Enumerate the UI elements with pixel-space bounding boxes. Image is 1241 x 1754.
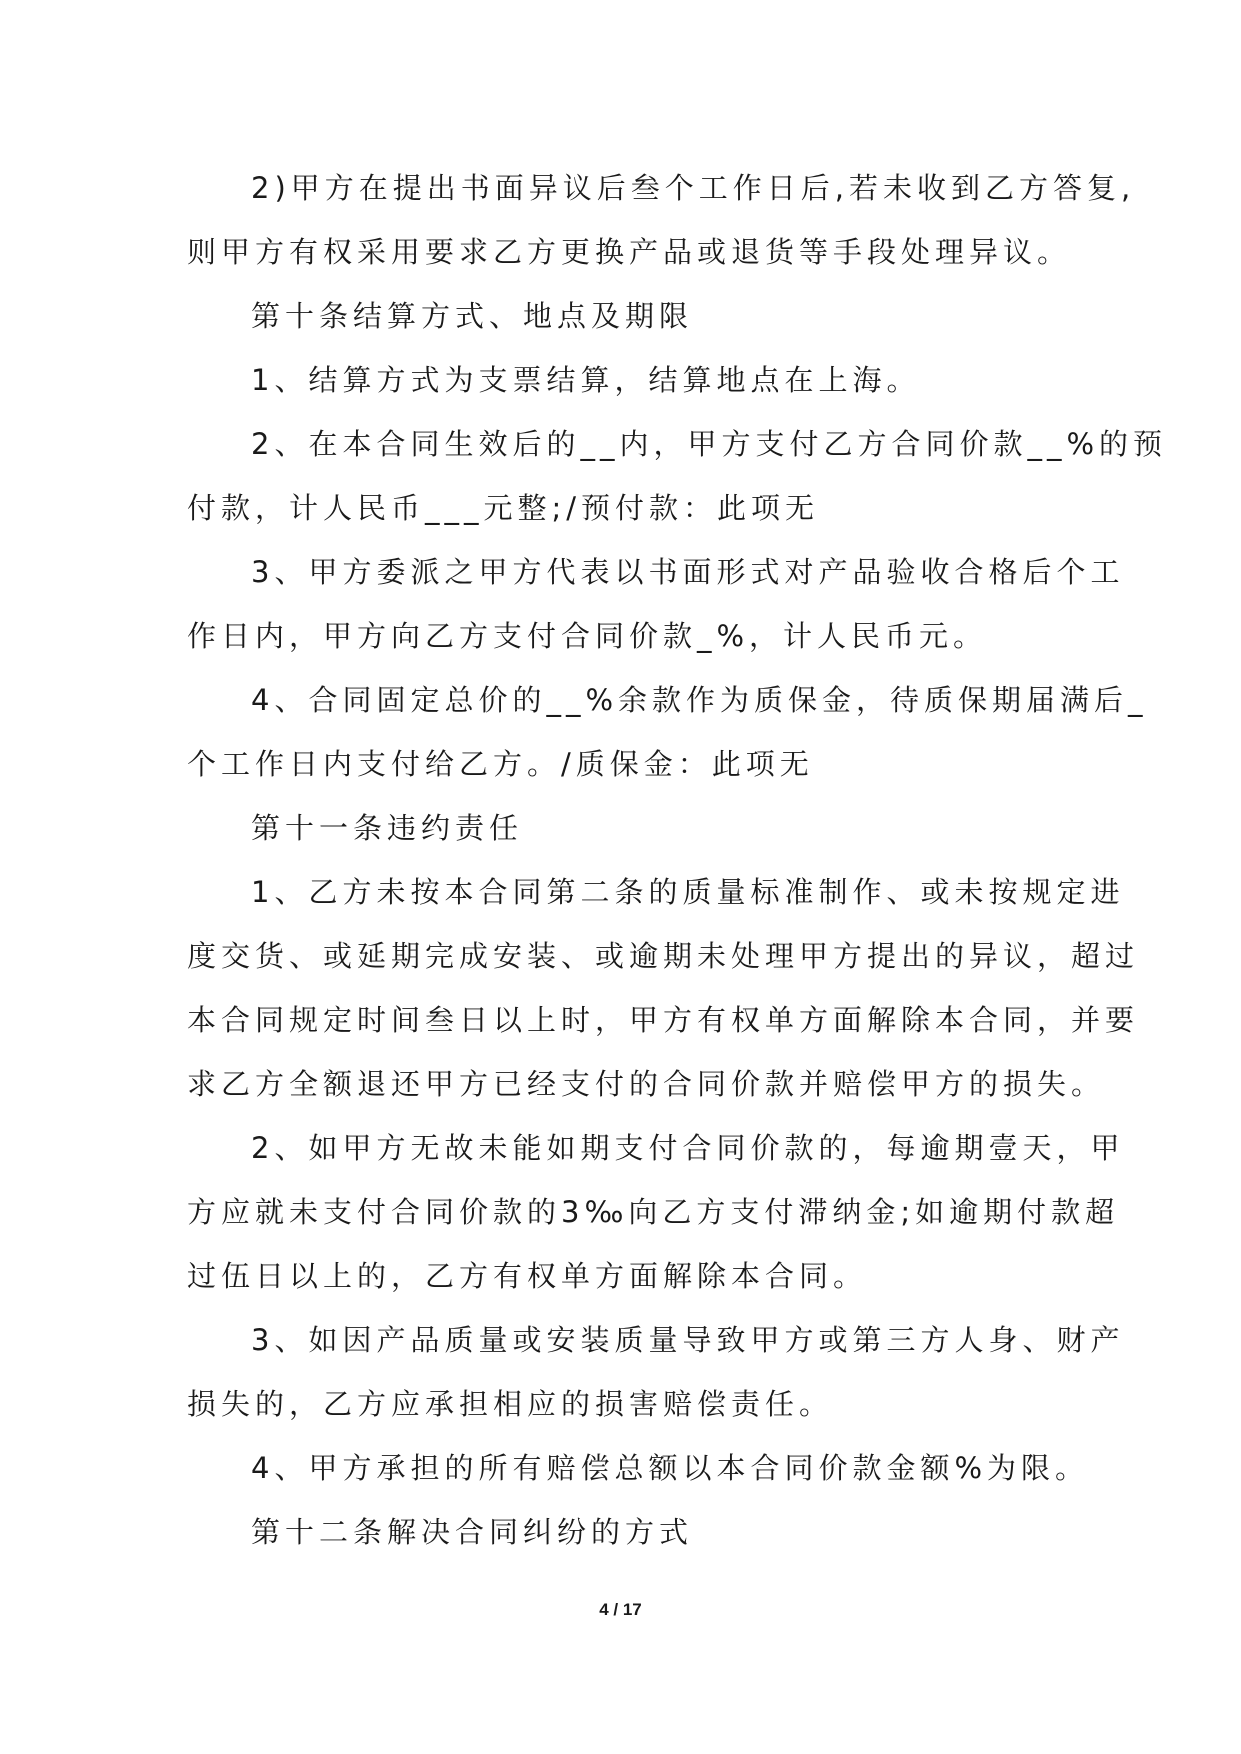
text-line: 2)甲方在提出书面异议后叁个工作日后,若未收到乙方答复, — [251, 171, 1136, 205]
text-line: 过伍日以上的，乙方有权单方面解除本合同。 — [187, 1259, 868, 1293]
text-line: 4、甲方承担的所有赔偿总额以本合同价款金额%为限。 — [251, 1451, 1090, 1485]
text-line: 1、乙方未按本合同第二条的质量标准制作、或未按规定进 — [251, 875, 1125, 909]
page-number: 4 / 17 — [599, 1600, 642, 1619]
text-line: 方应就未支付合同价款的3‰向乙方支付滞纳金;如逾期付款超 — [187, 1195, 1120, 1229]
text-line: 个工作日内支付给乙方。/质保金：此项无 — [187, 747, 814, 781]
text-line: 付款，计人民币___元整;/预付款：此项无 — [187, 491, 820, 525]
text-line: 4、合同固定总价的__%余款作为质保金，待质保期届满后_ — [251, 683, 1148, 717]
text-line: 2、如甲方无故未能如期支付合同价款的，每逾期壹天，甲 — [251, 1131, 1125, 1165]
text-line: 2、在本合同生效后的__内，甲方支付乙方合同价款__%的预 — [251, 427, 1168, 461]
text-line: 度交货、或延期完成安装、或逾期未处理甲方提出的异议，超过 — [187, 939, 1140, 973]
text-line: 求乙方全额退还甲方已经支付的合同价款并赔偿甲方的损失。 — [187, 1067, 1106, 1101]
text-line: 则甲方有权采用要求乙方更换产品或退货等手段处理异议。 — [187, 235, 1072, 269]
text-line: 第十一条违约责任 — [251, 811, 524, 845]
text-line: 3、如因产品质量或安装质量导致甲方或第三方人身、财产 — [251, 1323, 1125, 1357]
text-line: 1、结算方式为支票结算，结算地点在上海。 — [251, 363, 921, 397]
text-line: 作日内，甲方向乙方支付合同价款_%，计人民币元。 — [187, 619, 988, 653]
text-line: 3、甲方委派之甲方代表以书面形式对产品验收合格后个工 — [251, 555, 1125, 589]
text-line: 本合同规定时间叁日以上时，甲方有权单方面解除本合同，并要 — [187, 1003, 1140, 1037]
text-line: 第十二条解决合同纠纷的方式 — [251, 1515, 694, 1549]
document-body — [187, 156, 1168, 1564]
text-line: 损失的，乙方应承担相应的损害赔偿责任。 — [187, 1387, 834, 1421]
text-line: 第十条结算方式、地点及期限 — [251, 299, 694, 333]
